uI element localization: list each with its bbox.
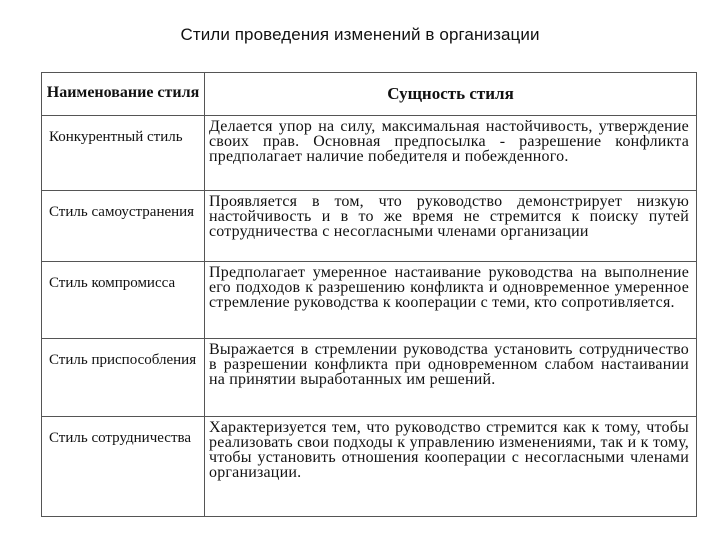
style-description: Проявляется в том, что руководство демонстрирует низкую настойчивость и в то же время не стремится к поиску путей сотрудничества с несогласными членами организации [205,191,697,262]
style-description: Характеризуется тем, что руководство стремится как к тому, чтобы реализовать свои подходы к управлению изменениями, так и к тому, чтобы установить отношения кооперации с несогласными членами организации. [205,417,697,517]
table-row [42,262,697,339]
table-row [42,339,697,417]
style-name: Стиль приспособления [42,339,205,417]
table-row [42,116,697,191]
column-header-name: Наименование стиля [42,73,205,116]
style-description: Выражается в стремлении руководства установить сотрудничество в разрешении конфликта при одновременном слабом настаивании на принятии выработанных им решений. [205,339,697,417]
table-header-row [42,73,697,116]
style-description: Делается упор на силу, максимальная настойчивость, утверждение своих прав. Основная предпосылка - разрешение конфликта предполагает наличие победителя и побежденного. [205,116,697,191]
table-row [42,417,697,517]
style-name: Конкурентный стиль [42,116,205,191]
styles-table [41,72,697,517]
style-name: Стиль сотрудничества [42,417,205,517]
style-description: Предполагает умеренное настаивание руководства на выполнение его подходов к разрешению конфликта и одновременное умеренное стремление руководства к кооперации с теми, кто сопротивляется. [205,262,697,339]
column-header-essence: Сущность стиля [205,73,697,116]
page-title: Стили проведения изменений в организации [180,25,540,44]
style-name: Стиль компромисса [42,262,205,339]
table-row [42,191,697,262]
style-name: Стиль самоустранения [42,191,205,262]
